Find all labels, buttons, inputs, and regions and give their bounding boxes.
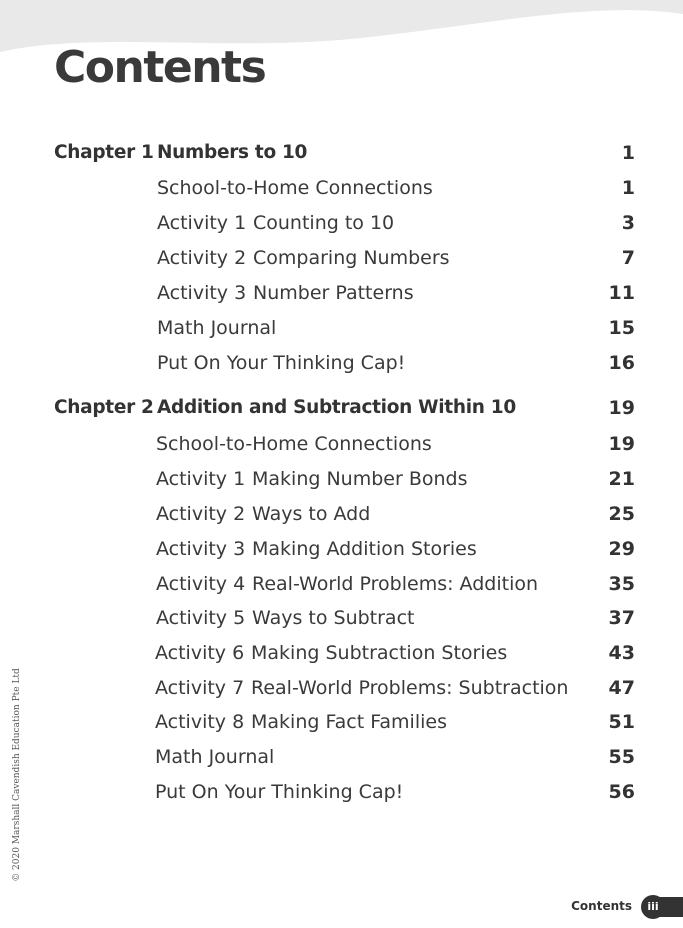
page-number: 35 — [608, 573, 635, 595]
contents-entry[interactable] — [0, 534, 683, 564]
activity-title: Ways to Subtract — [252, 607, 415, 629]
contents-entry[interactable] — [0, 499, 683, 529]
page-number: 1 — [621, 177, 635, 199]
chapter-2-heading[interactable] — [0, 393, 683, 423]
footer-page-number: iii — [641, 895, 665, 919]
chapter-title: Numbers to 10 — [157, 142, 308, 163]
page-number: 43 — [608, 642, 635, 664]
entry-title: School-to-Home Connections — [156, 433, 432, 455]
entry-title: Put On Your Thinking Cap! — [157, 352, 406, 374]
entry-title: Put On Your Thinking Cap! — [155, 781, 404, 803]
page-number: 19 — [608, 433, 635, 455]
page-title: Contents — [54, 42, 266, 93]
activity-label: Activity 2 — [156, 503, 246, 525]
contents-entry[interactable] — [0, 243, 683, 273]
entry-title: Math Journal — [157, 317, 277, 339]
contents-entry[interactable] — [0, 173, 683, 203]
contents-entry[interactable] — [0, 429, 683, 459]
contents-entry[interactable] — [0, 673, 683, 703]
contents-entry[interactable] — [0, 569, 683, 599]
activity-label: Activity 3 — [156, 538, 246, 560]
page-number: 21 — [608, 468, 635, 490]
activity-title: Comparing Numbers — [253, 247, 450, 269]
activity-title: Counting to 10 — [253, 212, 395, 234]
activity-label: Activity 1 — [156, 468, 246, 490]
activity-title: Real-World Problems: Addition — [252, 573, 539, 595]
page-number: 47 — [608, 677, 635, 699]
entry-title: School-to-Home Connections — [157, 177, 433, 199]
contents-entry[interactable] — [0, 707, 683, 737]
contents-entry[interactable] — [0, 348, 683, 378]
contents-entry[interactable] — [0, 313, 683, 343]
activity-title: Making Fact Families — [251, 711, 447, 733]
contents-entry[interactable] — [0, 208, 683, 238]
page-number: 3 — [621, 212, 635, 234]
activity-label: Activity 1 — [157, 212, 247, 234]
activity-label: Activity 7 — [155, 677, 245, 699]
activity-label: Activity 3 — [157, 282, 247, 304]
activity-label: Activity 2 — [157, 247, 247, 269]
chapter-1-heading[interactable] — [0, 138, 683, 168]
page-number: 19 — [608, 397, 635, 419]
activity-title: Real-World Problems: Subtraction — [251, 677, 569, 699]
page-number: 56 — [608, 781, 635, 803]
chapter-title: Addition and Subtraction Within 10 — [157, 397, 516, 418]
page-number: 7 — [621, 247, 635, 269]
activity-title: Making Addition Stories — [252, 538, 477, 560]
contents-entry[interactable] — [0, 278, 683, 308]
activity-label: Activity 6 — [155, 642, 245, 664]
contents-entry[interactable] — [0, 777, 683, 807]
entry-title: Math Journal — [155, 746, 275, 768]
activity-title: Making Number Bonds — [252, 468, 468, 490]
copyright-notice: © 2020 Marshall Cavendish Education Pte Ltd — [12, 668, 22, 882]
page-number: 11 — [608, 282, 635, 304]
page-number: 55 — [608, 746, 635, 768]
page-number: 25 — [608, 503, 635, 525]
page-number: 29 — [608, 538, 635, 560]
page-number: 51 — [608, 711, 635, 733]
contents-entry[interactable] — [0, 638, 683, 668]
page-number: 1 — [621, 142, 635, 164]
activity-label: Activity 8 — [155, 711, 245, 733]
page-number: 37 — [608, 607, 635, 629]
contents-entry[interactable] — [0, 742, 683, 772]
chapter-label: Chapter 1 — [54, 142, 154, 163]
chapter-label: Chapter 2 — [54, 397, 154, 418]
contents-entry[interactable] — [0, 603, 683, 633]
activity-label: Activity 5 — [156, 607, 246, 629]
page-number: 15 — [608, 317, 635, 339]
contents-entry[interactable] — [0, 464, 683, 494]
activity-title: Ways to Add — [252, 503, 371, 525]
activity-label: Activity 4 — [156, 573, 246, 595]
footer-section-label: Contents — [571, 899, 632, 913]
activity-title: Number Patterns — [253, 282, 414, 304]
page-number: 16 — [608, 352, 635, 374]
activity-title: Making Subtraction Stories — [251, 642, 508, 664]
